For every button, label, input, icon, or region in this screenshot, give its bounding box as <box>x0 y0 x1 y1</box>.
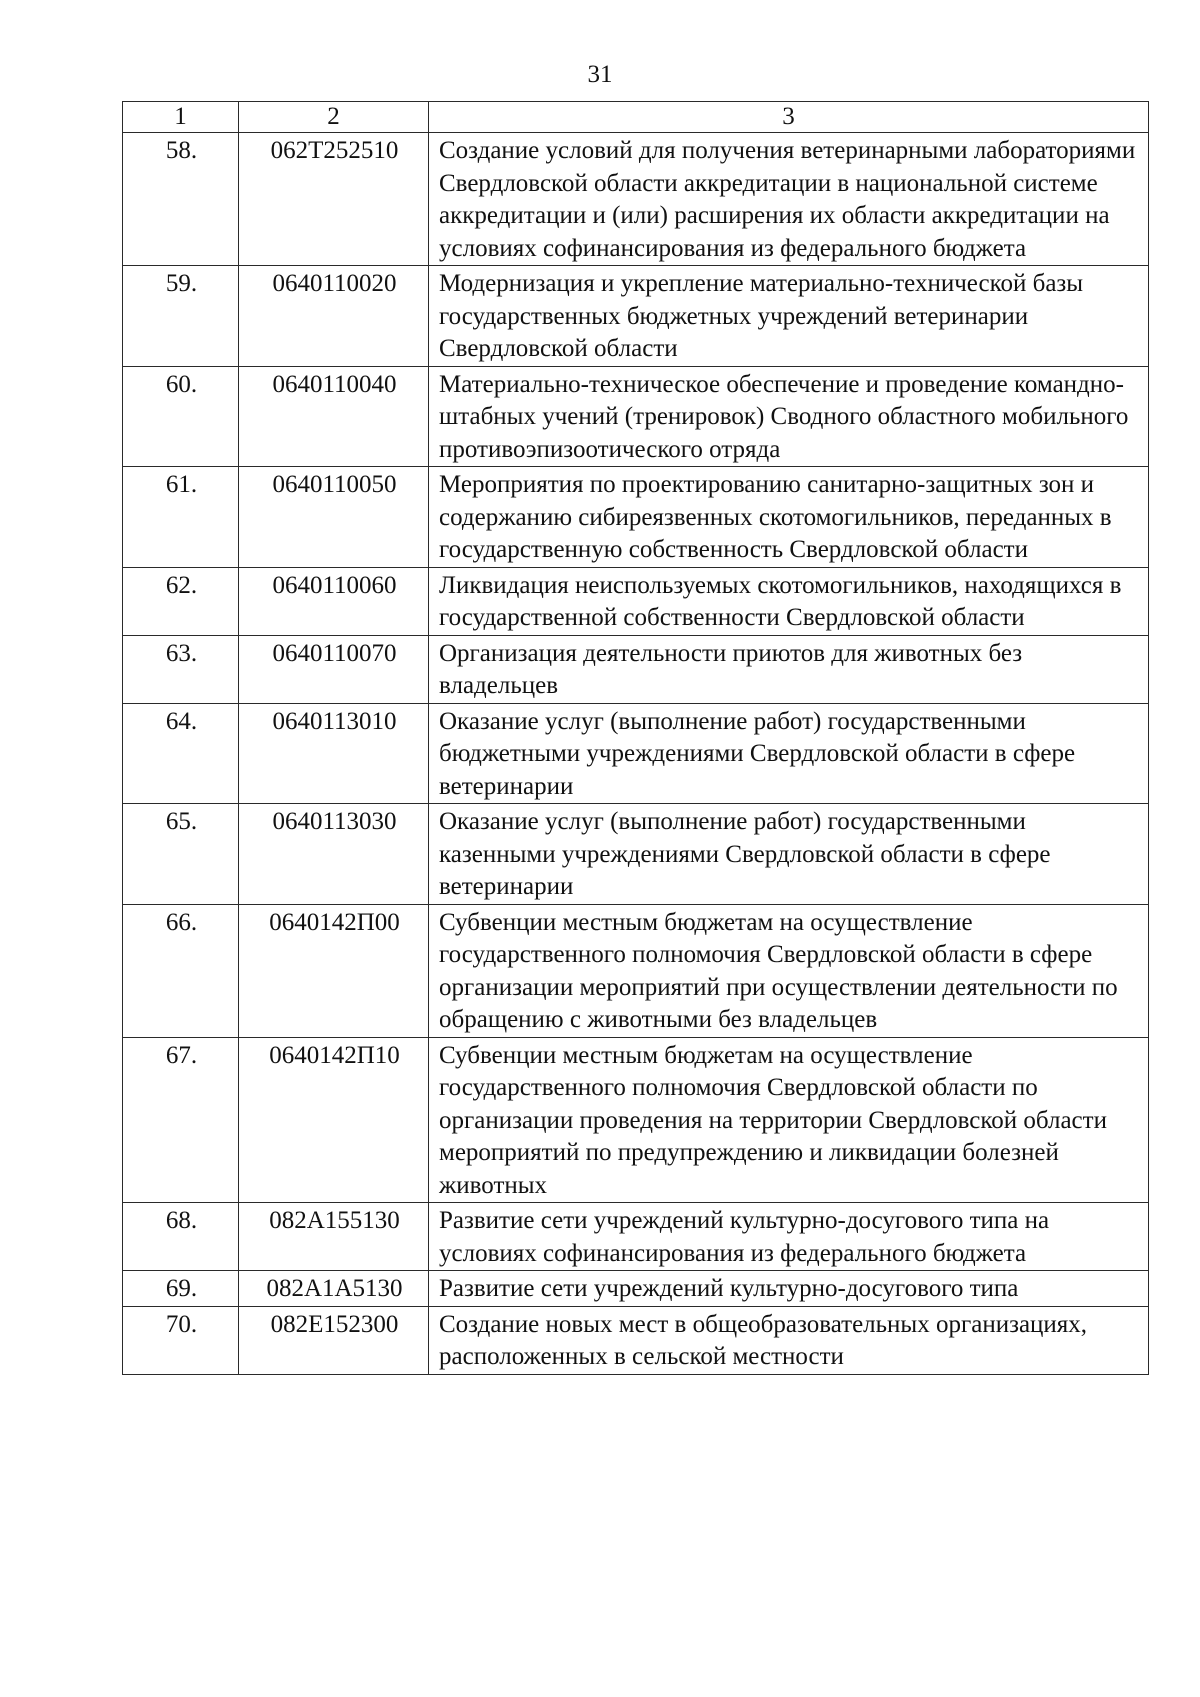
row-number: 61. <box>123 467 239 568</box>
page-number: 31 <box>587 61 613 88</box>
row-number: 66. <box>123 904 239 1037</box>
row-description: Модернизация и укрепление материально-технической базы государственных бюджетных учреждений ветеринарии Свердловской области <box>429 266 1149 367</box>
row-description: Развитие сети учреждений культурно-досугового типа на условиях софинансирования из федерального бюджета <box>429 1203 1149 1271</box>
table-row <box>123 1203 1149 1271</box>
row-code: 082A1A5130 <box>239 1271 429 1307</box>
row-number: 59. <box>123 266 239 367</box>
table-row <box>123 467 1149 568</box>
table-body <box>123 102 1149 1375</box>
row-description: Создание условий для получения ветеринарными лабораториями Свердловской области аккредитации в национальной системе аккредитации и (или) расширения их области аккредитации на условиях софинансирования из федерального бюджета <box>429 133 1149 266</box>
row-code: 0640110070 <box>239 635 429 703</box>
column-header-1: 1 <box>123 102 239 133</box>
table-row <box>123 1037 1149 1203</box>
table-row <box>123 266 1149 367</box>
table-row <box>123 366 1149 467</box>
row-code: 0640110060 <box>239 567 429 635</box>
row-number: 70. <box>123 1306 239 1374</box>
table-row <box>123 1271 1149 1307</box>
table-row <box>123 904 1149 1037</box>
table-row <box>123 804 1149 905</box>
table-row <box>123 133 1149 266</box>
row-code: 0640113030 <box>239 804 429 905</box>
row-number: 69. <box>123 1271 239 1307</box>
table-row <box>123 567 1149 635</box>
row-code: 0640113010 <box>239 703 429 804</box>
row-number: 65. <box>123 804 239 905</box>
table-row <box>123 635 1149 703</box>
row-number: 62. <box>123 567 239 635</box>
table-header-row <box>123 102 1149 133</box>
row-number: 58. <box>123 133 239 266</box>
row-number: 67. <box>123 1037 239 1203</box>
table-row <box>123 1306 1149 1374</box>
row-number: 60. <box>123 366 239 467</box>
row-code: 0640110040 <box>239 366 429 467</box>
row-code: 062T252510 <box>239 133 429 266</box>
row-number: 64. <box>123 703 239 804</box>
row-description: Развитие сети учреждений культурно-досугового типа <box>429 1271 1149 1307</box>
row-description: Субвенции местным бюджетам на осуществление государственного полномочия Свердловской области по организации проведения на территории Свердловской области мероприятий по предупреждению и ликвидации болезней животных <box>429 1037 1149 1203</box>
row-description: Организация деятельности приютов для животных без владельцев <box>429 635 1149 703</box>
column-header-3: 3 <box>429 102 1149 133</box>
row-code: 082A155130 <box>239 1203 429 1271</box>
row-number: 63. <box>123 635 239 703</box>
row-code: 0640110020 <box>239 266 429 367</box>
row-code: 0640142П10 <box>239 1037 429 1203</box>
column-header-2: 2 <box>239 102 429 133</box>
budget-codes-table <box>122 101 1149 1375</box>
row-description: Оказание услуг (выполнение работ) государственными казенными учреждениями Свердловской области в сфере ветеринарии <box>429 804 1149 905</box>
row-description: Ликвидация неиспользуемых скотомогильников, находящихся в государственной собственности Свердловской области <box>429 567 1149 635</box>
row-description: Мероприятия по проектированию санитарно-защитных зон и содержанию сибиреязвенных скотомогильников, переданных в государственную собственность Свердловской области <box>429 467 1149 568</box>
row-description: Материально-техническое обеспечение и проведение командно-штабных учений (тренировок) Сводного областного мобильного противоэпизоотического отряда <box>429 366 1149 467</box>
row-number: 68. <box>123 1203 239 1271</box>
table-row <box>123 703 1149 804</box>
row-code: 0640110050 <box>239 467 429 568</box>
row-code: 0640142П00 <box>239 904 429 1037</box>
row-description: Субвенции местным бюджетам на осуществление государственного полномочия Свердловской области в сфере организации мероприятий при осуществлении деятельности по обращению с животными без владельцев <box>429 904 1149 1037</box>
row-description: Оказание услуг (выполнение работ) государственными бюджетными учреждениями Свердловской области в сфере ветеринарии <box>429 703 1149 804</box>
row-code: 082E152300 <box>239 1306 429 1374</box>
row-description: Создание новых мест в общеобразовательных организациях, расположенных в сельской местности <box>429 1306 1149 1374</box>
